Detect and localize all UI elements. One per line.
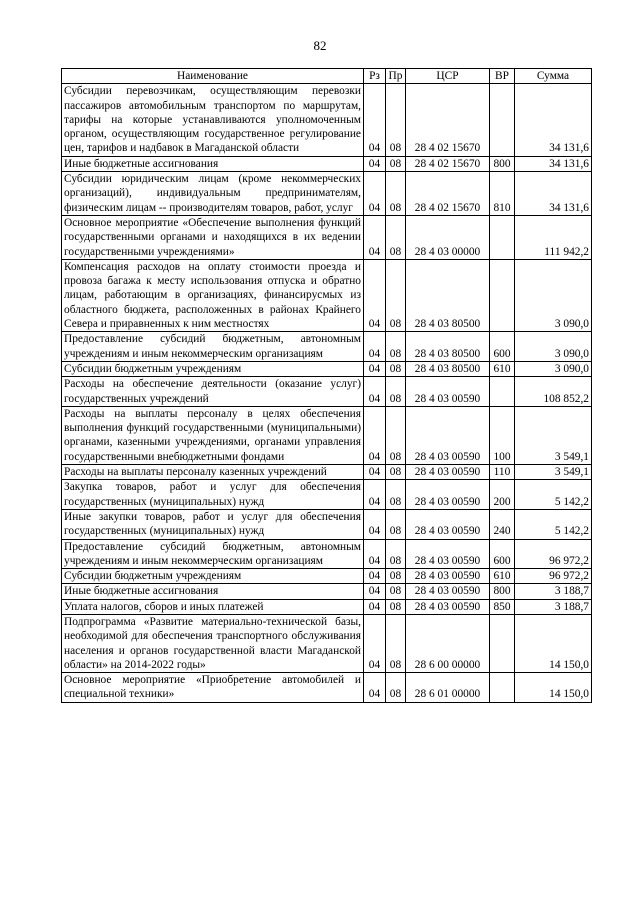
cell-pr: 08 [386, 539, 406, 569]
cell-pr: 08 [386, 480, 406, 510]
table-row [62, 377, 592, 407]
table-row [62, 673, 592, 703]
cell-vr: 100 [490, 406, 515, 464]
cell-vr: 600 [490, 332, 515, 362]
cell-vr: 810 [490, 172, 515, 216]
cell-sum: 96 972,2 [515, 569, 592, 584]
table-row [62, 614, 592, 672]
table-header-row [62, 69, 592, 84]
cell-sum: 3 090,0 [515, 361, 592, 376]
cell-vr: 600 [490, 539, 515, 569]
cell-name: Расходы на выплаты персоналу казенных учреждений [62, 465, 364, 480]
cell-sum: 96 972,2 [515, 539, 592, 569]
cell-name: Основное мероприятие «Обеспечение выполнения функций государственными органами и находящихся в их ведении государственными учреждениями» [62, 215, 364, 259]
cell-csr: 28 4 03 00590 [406, 539, 490, 569]
table-row [62, 584, 592, 599]
cell-name: Закупка товаров, работ и услуг для обеспечения государственных (муниципальных) нужд [62, 480, 364, 510]
cell-rz: 04 [364, 673, 386, 703]
cell-pr: 08 [386, 332, 406, 362]
cell-name: Субсидии бюджетным учреждениям [62, 569, 364, 584]
cell-name: Субсидии юридическим лицам (кроме некоммерческих организаций), индивидуальным предпринимателям, физическим лицам -- производителям товаров, работ, услуг [62, 172, 364, 216]
table-row [62, 172, 592, 216]
cell-pr: 08 [386, 569, 406, 584]
cell-pr: 08 [386, 377, 406, 407]
cell-csr: 28 4 03 00590 [406, 406, 490, 464]
cell-pr: 08 [386, 361, 406, 376]
cell-rz: 04 [364, 172, 386, 216]
cell-vr [490, 84, 515, 156]
cell-csr: 28 4 03 00590 [406, 569, 490, 584]
cell-sum: 3 090,0 [515, 332, 592, 362]
cell-csr: 28 4 03 00590 [406, 509, 490, 539]
cell-sum: 3 549,1 [515, 406, 592, 464]
table-body [62, 84, 592, 702]
cell-rz: 04 [364, 599, 386, 614]
cell-vr [490, 259, 515, 331]
cell-csr: 28 4 02 15670 [406, 156, 490, 171]
table-row [62, 599, 592, 614]
cell-rz: 04 [364, 569, 386, 584]
table-row [62, 539, 592, 569]
cell-pr: 08 [386, 614, 406, 672]
cell-vr: 850 [490, 599, 515, 614]
cell-vr: 800 [490, 584, 515, 599]
cell-vr [490, 377, 515, 407]
cell-vr [490, 673, 515, 703]
cell-rz: 04 [364, 584, 386, 599]
cell-name: Компенсация расходов на оплату стоимости проезда и провоза багажа к месту использования отпуска и обратно лицам, работающим в организациях, финансирусмых из областного бюджета, расположенных в районах Крайнего Севера и приравненных к ним местностях [62, 259, 364, 331]
cell-name: Расходы на обеспечение деятельности (оказание услуг) государственных учреждений [62, 377, 364, 407]
cell-name: Субсидии бюджетным учреждениям [62, 361, 364, 376]
budget-table [61, 68, 592, 703]
cell-name: Уплата налогов, сборов и иных платежей [62, 599, 364, 614]
header-vr: ВР [490, 69, 515, 84]
cell-csr: 28 4 03 80500 [406, 361, 490, 376]
cell-pr: 08 [386, 584, 406, 599]
cell-pr: 08 [386, 259, 406, 331]
cell-rz: 04 [364, 215, 386, 259]
cell-sum: 3 549,1 [515, 465, 592, 480]
cell-name: Предоставление субсидий бюджетным, автономным учреждениям и иным некоммерческим организациям [62, 539, 364, 569]
cell-rz: 04 [364, 614, 386, 672]
table-row [62, 215, 592, 259]
cell-rz: 04 [364, 259, 386, 331]
cell-csr: 28 4 02 15670 [406, 84, 490, 156]
cell-name: Иные бюджетные ассигнования [62, 584, 364, 599]
cell-name: Основное мероприятие «Приобретение автомобилей и специальной техники» [62, 673, 364, 703]
cell-rz: 04 [364, 509, 386, 539]
cell-sum: 34 131,6 [515, 156, 592, 171]
table-row [62, 569, 592, 584]
cell-sum: 34 131,6 [515, 172, 592, 216]
cell-sum: 3 188,7 [515, 584, 592, 599]
cell-pr: 08 [386, 599, 406, 614]
cell-csr: 28 4 02 15670 [406, 172, 490, 216]
cell-csr: 28 6 00 00000 [406, 614, 490, 672]
cell-rz: 04 [364, 361, 386, 376]
header-pr: Пр [386, 69, 406, 84]
cell-sum: 34 131,6 [515, 84, 592, 156]
cell-name: Иные бюджетные ассигнования [62, 156, 364, 171]
cell-pr: 08 [386, 406, 406, 464]
cell-vr: 610 [490, 361, 515, 376]
cell-pr: 08 [386, 465, 406, 480]
cell-vr: 240 [490, 509, 515, 539]
table-row [62, 332, 592, 362]
cell-pr: 08 [386, 84, 406, 156]
table-row [62, 509, 592, 539]
cell-csr: 28 6 01 00000 [406, 673, 490, 703]
cell-vr: 200 [490, 480, 515, 510]
cell-rz: 04 [364, 480, 386, 510]
cell-name: Предоставление субсидий бюджетным, автономным учреждениям и иным некоммерческим организациям [62, 332, 364, 362]
cell-csr: 28 4 03 00590 [406, 465, 490, 480]
table-row [62, 259, 592, 331]
cell-name: Субсидии перевозчикам, осуществляющим перевозки пассажиров автомобильным транспортом по маршрутам, тарифы на которые устанавливаются уполномоченным органом, осуществляющим государственное регулирование цен, тарифов и надбавок в Магаданской области [62, 84, 364, 156]
header-name: Наименование [62, 69, 364, 84]
header-sum: Сумма [515, 69, 592, 84]
cell-pr: 08 [386, 215, 406, 259]
cell-vr: 110 [490, 465, 515, 480]
cell-name: Расходы на выплаты персоналу в целях обеспечения выполнения функций государственными (муниципальными) органами, казенными учреждениями, органами управления государственными внебюджетными фондами [62, 406, 364, 464]
cell-sum: 14 150,0 [515, 673, 592, 703]
cell-vr [490, 215, 515, 259]
table-row [62, 361, 592, 376]
header-csr: ЦСР [406, 69, 490, 84]
cell-rz: 04 [364, 84, 386, 156]
cell-sum: 14 150,0 [515, 614, 592, 672]
table-row [62, 84, 592, 156]
cell-csr: 28 4 03 00590 [406, 480, 490, 510]
cell-rz: 04 [364, 332, 386, 362]
cell-rz: 04 [364, 406, 386, 464]
cell-rz: 04 [364, 465, 386, 480]
cell-pr: 08 [386, 156, 406, 171]
cell-rz: 04 [364, 377, 386, 407]
cell-sum: 111 942,2 [515, 215, 592, 259]
cell-csr: 28 4 03 00590 [406, 377, 490, 407]
cell-rz: 04 [364, 539, 386, 569]
table-row [62, 480, 592, 510]
cell-sum: 5 142,2 [515, 509, 592, 539]
cell-sum: 108 852,2 [515, 377, 592, 407]
cell-csr: 28 4 03 00000 [406, 215, 490, 259]
table-row [62, 406, 592, 464]
cell-csr: 28 4 03 80500 [406, 259, 490, 331]
cell-pr: 08 [386, 509, 406, 539]
table-row [62, 465, 592, 480]
cell-csr: 28 4 03 00590 [406, 584, 490, 599]
cell-csr: 28 4 03 80500 [406, 332, 490, 362]
cell-csr: 28 4 03 00590 [406, 599, 490, 614]
cell-sum: 3 090,0 [515, 259, 592, 331]
cell-rz: 04 [364, 156, 386, 171]
cell-pr: 08 [386, 673, 406, 703]
page-number: 82 [313, 38, 327, 53]
cell-vr: 610 [490, 569, 515, 584]
cell-name: Подпрограмма «Развитие материально-технической базы, необходимой для обеспечения транспортного обслуживания населения и органов государственной власти Магаданской области» на 2014-2022 годы» [62, 614, 364, 672]
cell-pr: 08 [386, 172, 406, 216]
cell-vr [490, 614, 515, 672]
cell-sum: 5 142,2 [515, 480, 592, 510]
header-rz: Рз [364, 69, 386, 84]
cell-vr: 800 [490, 156, 515, 171]
cell-sum: 3 188,7 [515, 599, 592, 614]
table-row [62, 156, 592, 171]
cell-name: Иные закупки товаров, работ и услуг для обеспечения государственных (муниципальных) нужд [62, 509, 364, 539]
